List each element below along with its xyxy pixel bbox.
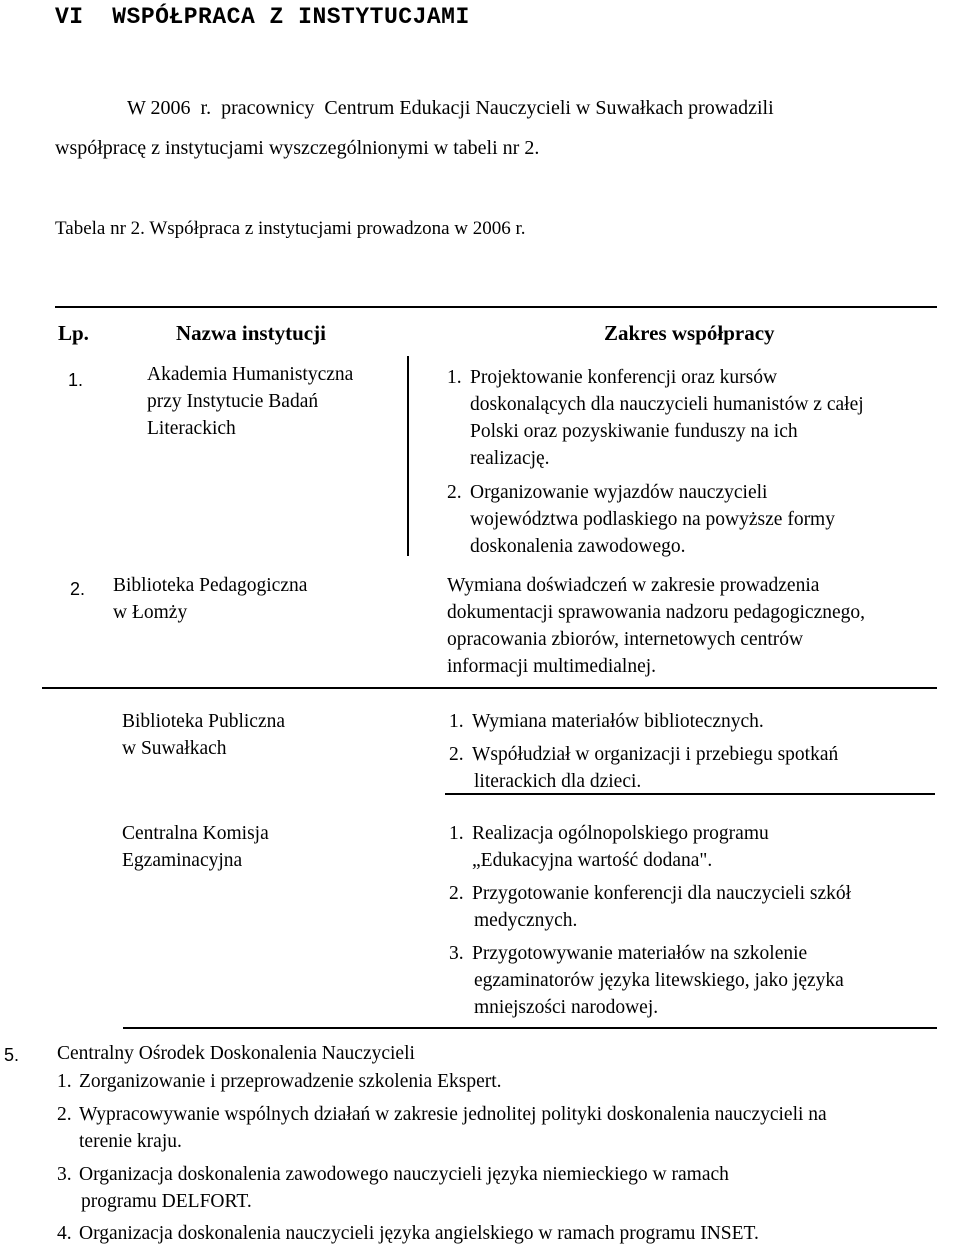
row-divider-4 — [123, 1027, 937, 1029]
row-3-name: Biblioteka Publiczna w Suwałkach — [122, 711, 286, 759]
row-5-name: Centralny Ośrodek Doskonalenia Nauczycieli — [57, 1043, 415, 1064]
intro-line-2: współpracę z instytucjami wyszczególnionymi w tabeli nr 2. — [55, 137, 540, 159]
row-divider-2 — [42, 687, 937, 689]
row-1-lp: 1. — [68, 370, 84, 390]
row-5-lp: 5. — [4, 1045, 20, 1065]
section-title: WSPÓŁPRACA Z INSTYTUCJAMI — [112, 4, 470, 30]
row-4-name: Centralna Komisja Egzaminacyjna — [122, 823, 269, 871]
header-name: Nazwa instytucji — [176, 321, 326, 345]
table-top-rule — [55, 306, 937, 308]
intro-line-1: W 2006 r. pracownicy Centrum Edukacji Nauczycieli w Suwałkach prowadzili — [127, 97, 774, 119]
header-lp: Lp. — [58, 321, 89, 345]
column-divider — [407, 356, 409, 556]
section-number: VI — [55, 4, 84, 30]
table-caption: Tabela nr 2. Współpraca z instytucjami prowadzona w 2006 r. — [55, 218, 526, 239]
row-2-name: Biblioteka Pedagogiczna w Łomży — [113, 575, 308, 623]
header-scope: Zakres współpracy — [604, 321, 775, 345]
row-2-scope: Wymiana doświadczeń w zakresie prowadzenia dokumentacji sprawowania nadzoru pedagogicznego, opracowania zbiorów, internetowych centrów informacji multimedialnej. — [447, 575, 866, 677]
row-2-lp: 2. — [70, 579, 86, 599]
section-heading — [55, 4, 470, 30]
row-1-name: Akademia Humanistyczna przy Instytucie Badań Literackich — [147, 364, 354, 439]
